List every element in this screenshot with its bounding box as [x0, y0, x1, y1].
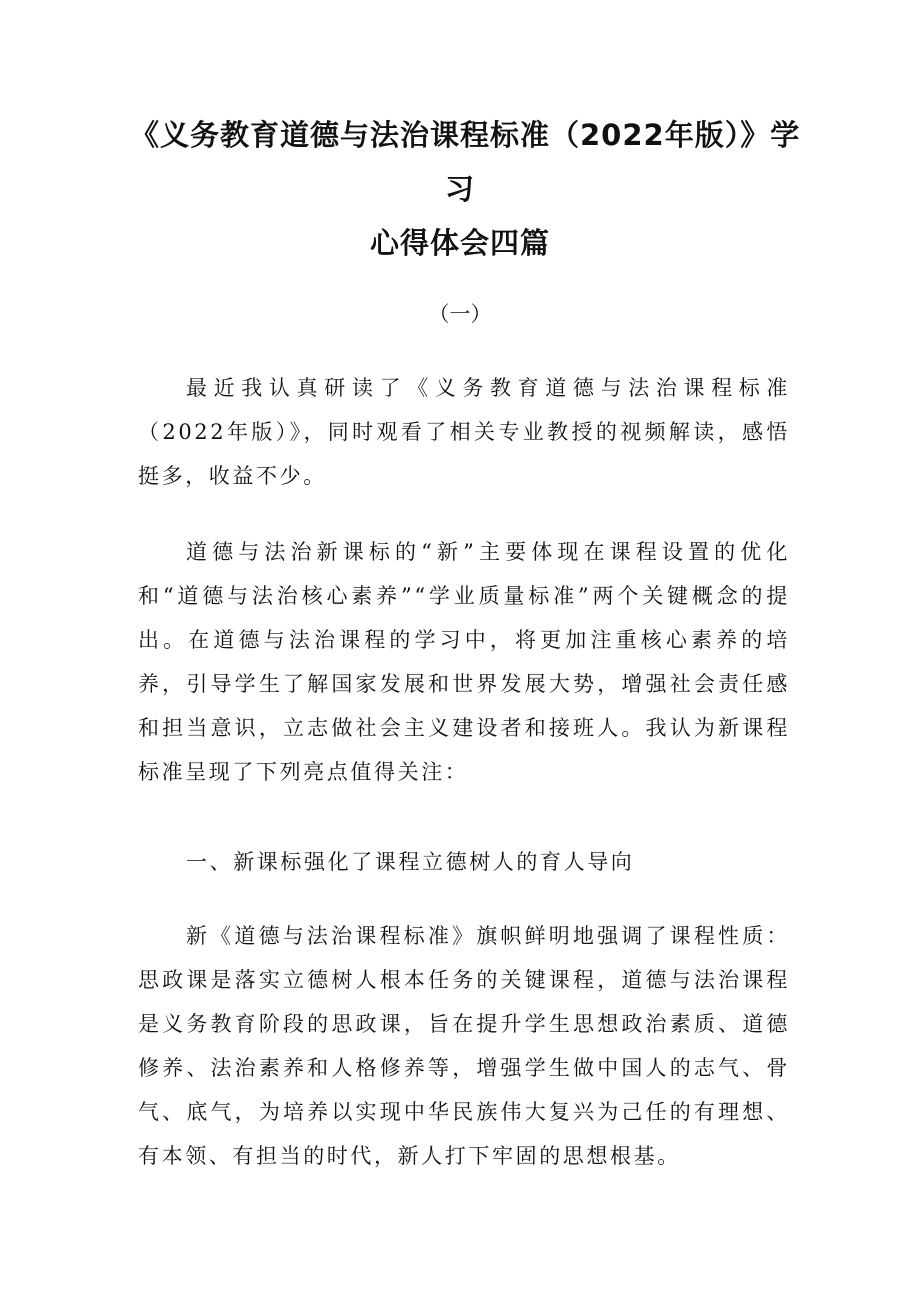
document-title — [130, 108, 801, 270]
section-heading: 一、新课标强化了课程立德树人的育人导向 — [186, 850, 635, 874]
section-number: （一） — [428, 302, 492, 326]
paragraph-intro: 最近我认真研读了《义务教育道德与法治课程标准（2022年版）》，同时观看了相关专业教授的视频解读，感悟挺多，收益不少。 — [138, 376, 790, 488]
title-line-2: 习 — [444, 172, 475, 206]
paragraph-highlights: 道德与法治新课标的“新”主要体现在课程设置的优化和“道德与法治核心素养”“学业质量标准”两个关键概念的提出。在道德与法治课程的学习中，将更加注重核心素养的培养，引导学生了解国家发展和世界发展大势，增强社会责任感和担当意识，立志做社会主义建设者和接班人。我认为新课程标准呈现了下列亮点值得关注： — [138, 540, 790, 784]
paragraph-course-nature: 新《道德与法治课程标准》旗帜鲜明地强调了课程性质：思政课是落实立德树人根本任务的关键课程，道德与法治课程是义务教育阶段的思政课，旨在提升学生思想政治素质、道德修养、法治素养和人格修养等，增强学生做中国人的志气、骨气、底气，为培养以实现中华民族伟大复兴为己任的有理想、有本领、有担当的时代，新人打下牢固的思想根基。 — [138, 924, 790, 1168]
title-line-3: 心得体会四篇 — [369, 226, 550, 260]
title-line-1: 《义务教育道德与法治课程标准（2022年版）》学 — [130, 118, 801, 152]
